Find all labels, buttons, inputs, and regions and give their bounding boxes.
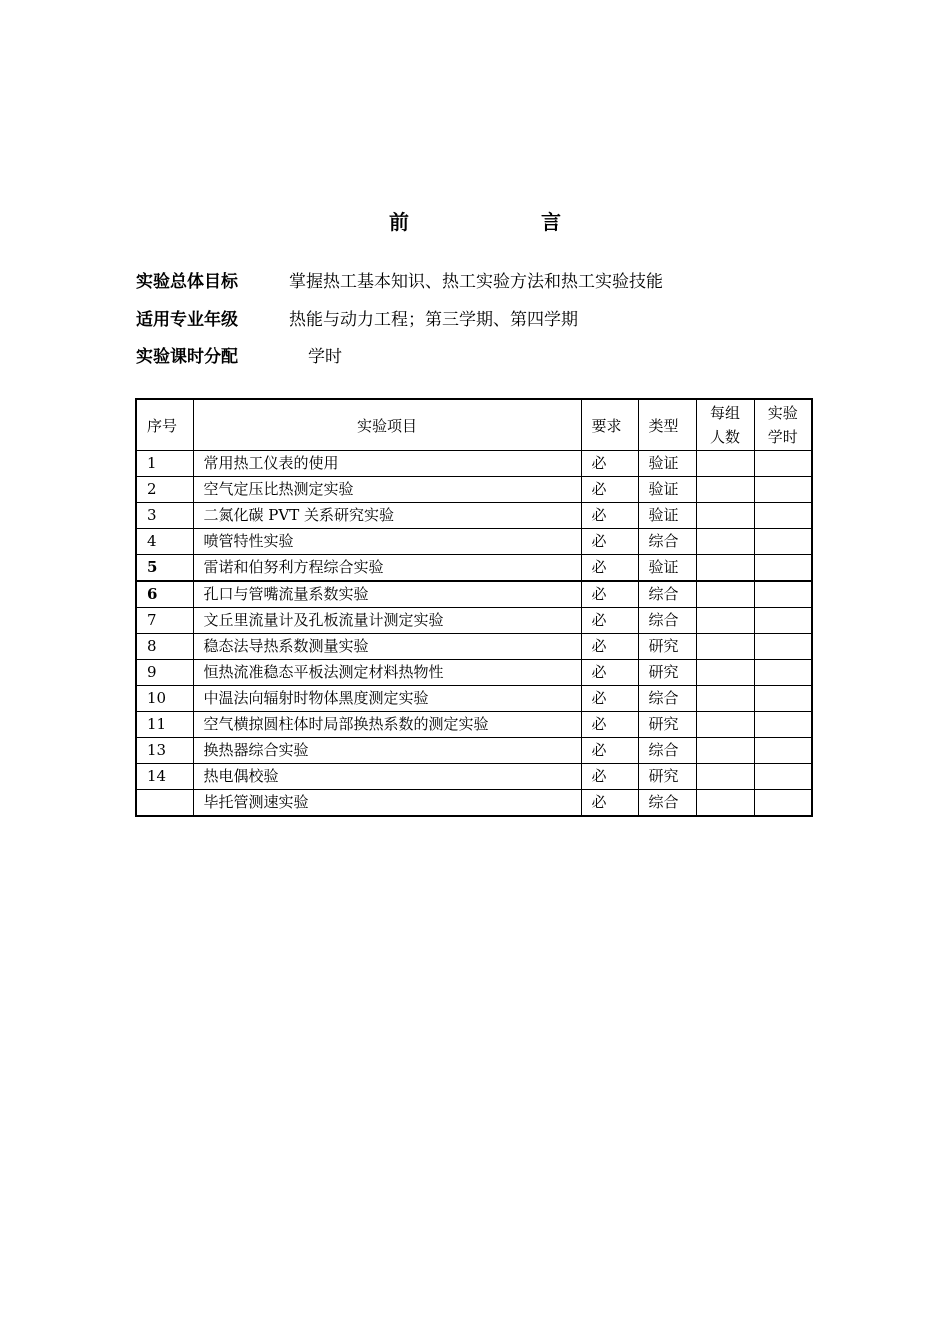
cell-hours — [754, 477, 812, 503]
table-row — [136, 712, 812, 738]
cell-hours — [754, 503, 812, 529]
cell-item: 文丘里流量计及孔板流量计测定实验 — [193, 608, 581, 634]
cell-people — [696, 503, 754, 529]
cell-no: 4 — [136, 529, 193, 555]
cell-type: 综合 — [638, 686, 696, 712]
header-people-line2: 人数 — [709, 428, 740, 446]
cell-type: 验证 — [638, 477, 696, 503]
cell-hours — [754, 529, 812, 555]
cell-people — [696, 581, 754, 608]
experiment-table — [135, 398, 813, 817]
table-row — [136, 608, 812, 634]
cell-hours — [754, 764, 812, 790]
cell-people — [696, 764, 754, 790]
cell-people — [696, 634, 754, 660]
cell-no: 9 — [136, 660, 193, 686]
page-title: 前 言 — [389, 210, 617, 234]
cell-no — [136, 790, 193, 817]
cell-req: 必 — [581, 529, 638, 555]
cell-item: 孔口与管嘴流量系数实验 — [193, 581, 581, 608]
cell-people — [696, 790, 754, 817]
cell-req: 必 — [581, 712, 638, 738]
header-people-line1: 每组 — [709, 404, 740, 422]
cell-no: 14 — [136, 764, 193, 790]
objective-value: 掌握热工基本知识、热工实验方法和热工实验技能 — [289, 272, 663, 292]
table-header-row — [136, 399, 812, 451]
cell-type: 综合 — [638, 581, 696, 608]
cell-people — [696, 529, 754, 555]
cell-type: 验证 — [638, 503, 696, 529]
cell-hours — [754, 608, 812, 634]
table-row — [136, 529, 812, 555]
major-value: 热能与动力工程；第三学期、第四学期 — [289, 310, 578, 330]
cell-req: 必 — [581, 581, 638, 608]
cell-type: 综合 — [638, 529, 696, 555]
cell-no: 7 — [136, 608, 193, 634]
cell-req: 必 — [581, 660, 638, 686]
cell-req: 必 — [581, 477, 638, 503]
objective-label: 实验总体目标 — [136, 272, 238, 292]
cell-hours — [754, 634, 812, 660]
cell-item: 毕托管测速实验 — [193, 790, 581, 817]
table-row — [136, 634, 812, 660]
cell-people — [696, 451, 754, 477]
cell-hours — [754, 712, 812, 738]
cell-item: 空气横掠圆柱体时局部换热系数的测定实验 — [193, 712, 581, 738]
cell-type: 验证 — [638, 451, 696, 477]
cell-no: 6 — [136, 581, 193, 608]
cell-req: 必 — [581, 451, 638, 477]
cell-people — [696, 738, 754, 764]
header-item: 实验项目 — [193, 399, 581, 451]
cell-hours — [754, 686, 812, 712]
table-row — [136, 738, 812, 764]
cell-type: 综合 — [638, 738, 696, 764]
cell-people — [696, 712, 754, 738]
cell-type: 综合 — [638, 608, 696, 634]
hours-label: 实验课时分配 — [136, 347, 238, 367]
cell-people — [696, 477, 754, 503]
cell-type: 研究 — [638, 660, 696, 686]
cell-type: 验证 — [638, 555, 696, 582]
cell-item: 常用热工仪表的使用 — [193, 451, 581, 477]
cell-type: 综合 — [638, 790, 696, 817]
table-row — [136, 660, 812, 686]
cell-req: 必 — [581, 790, 638, 817]
table-row — [136, 477, 812, 503]
table-row — [136, 686, 812, 712]
hours-value: 学时 — [308, 347, 342, 367]
cell-type: 研究 — [638, 634, 696, 660]
table-row — [136, 555, 812, 582]
cell-req: 必 — [581, 686, 638, 712]
table-row — [136, 764, 812, 790]
cell-item: 中温法向辐射时物体黑度测定实验 — [193, 686, 581, 712]
cell-req: 必 — [581, 634, 638, 660]
cell-req: 必 — [581, 764, 638, 790]
cell-req: 必 — [581, 555, 638, 582]
header-req: 要求 — [581, 399, 638, 451]
cell-item: 稳态法导热系数测量实验 — [193, 634, 581, 660]
cell-no: 1 — [136, 451, 193, 477]
cell-hours — [754, 738, 812, 764]
header-no: 序号 — [136, 399, 193, 451]
cell-hours — [754, 451, 812, 477]
cell-hours — [754, 555, 812, 582]
cell-hours — [754, 790, 812, 817]
cell-req: 必 — [581, 503, 638, 529]
cell-item: 喷管特性实验 — [193, 529, 581, 555]
cell-no: 11 — [136, 712, 193, 738]
cell-people — [696, 686, 754, 712]
cell-item: 二氮化碳 PVT 关系研究实验 — [193, 503, 581, 529]
major-label: 适用专业年级 — [136, 310, 238, 330]
header-hours-line2: 学时 — [767, 428, 798, 446]
cell-no: 3 — [136, 503, 193, 529]
cell-no: 8 — [136, 634, 193, 660]
cell-no: 2 — [136, 477, 193, 503]
cell-no: 10 — [136, 686, 193, 712]
header-hours-line1: 实验 — [767, 404, 798, 422]
cell-req: 必 — [581, 738, 638, 764]
header-type: 类型 — [638, 399, 696, 451]
cell-people — [696, 555, 754, 582]
cell-no: 13 — [136, 738, 193, 764]
header-people — [696, 399, 754, 451]
cell-people — [696, 608, 754, 634]
cell-item: 恒热流准稳态平板法测定材料热物性 — [193, 660, 581, 686]
cell-no: 5 — [136, 555, 193, 582]
header-hours — [754, 399, 812, 451]
cell-hours — [754, 581, 812, 608]
cell-item: 换热器综合实验 — [193, 738, 581, 764]
table-row — [136, 790, 812, 817]
cell-type: 研究 — [638, 764, 696, 790]
cell-type: 研究 — [638, 712, 696, 738]
cell-item: 热电偶校验 — [193, 764, 581, 790]
cell-req: 必 — [581, 608, 638, 634]
cell-hours — [754, 660, 812, 686]
cell-people — [696, 660, 754, 686]
cell-item: 雷诺和伯努利方程综合实验 — [193, 555, 581, 582]
cell-item: 空气定压比热测定实验 — [193, 477, 581, 503]
table-row — [136, 581, 812, 608]
table-row — [136, 451, 812, 477]
table-row — [136, 503, 812, 529]
